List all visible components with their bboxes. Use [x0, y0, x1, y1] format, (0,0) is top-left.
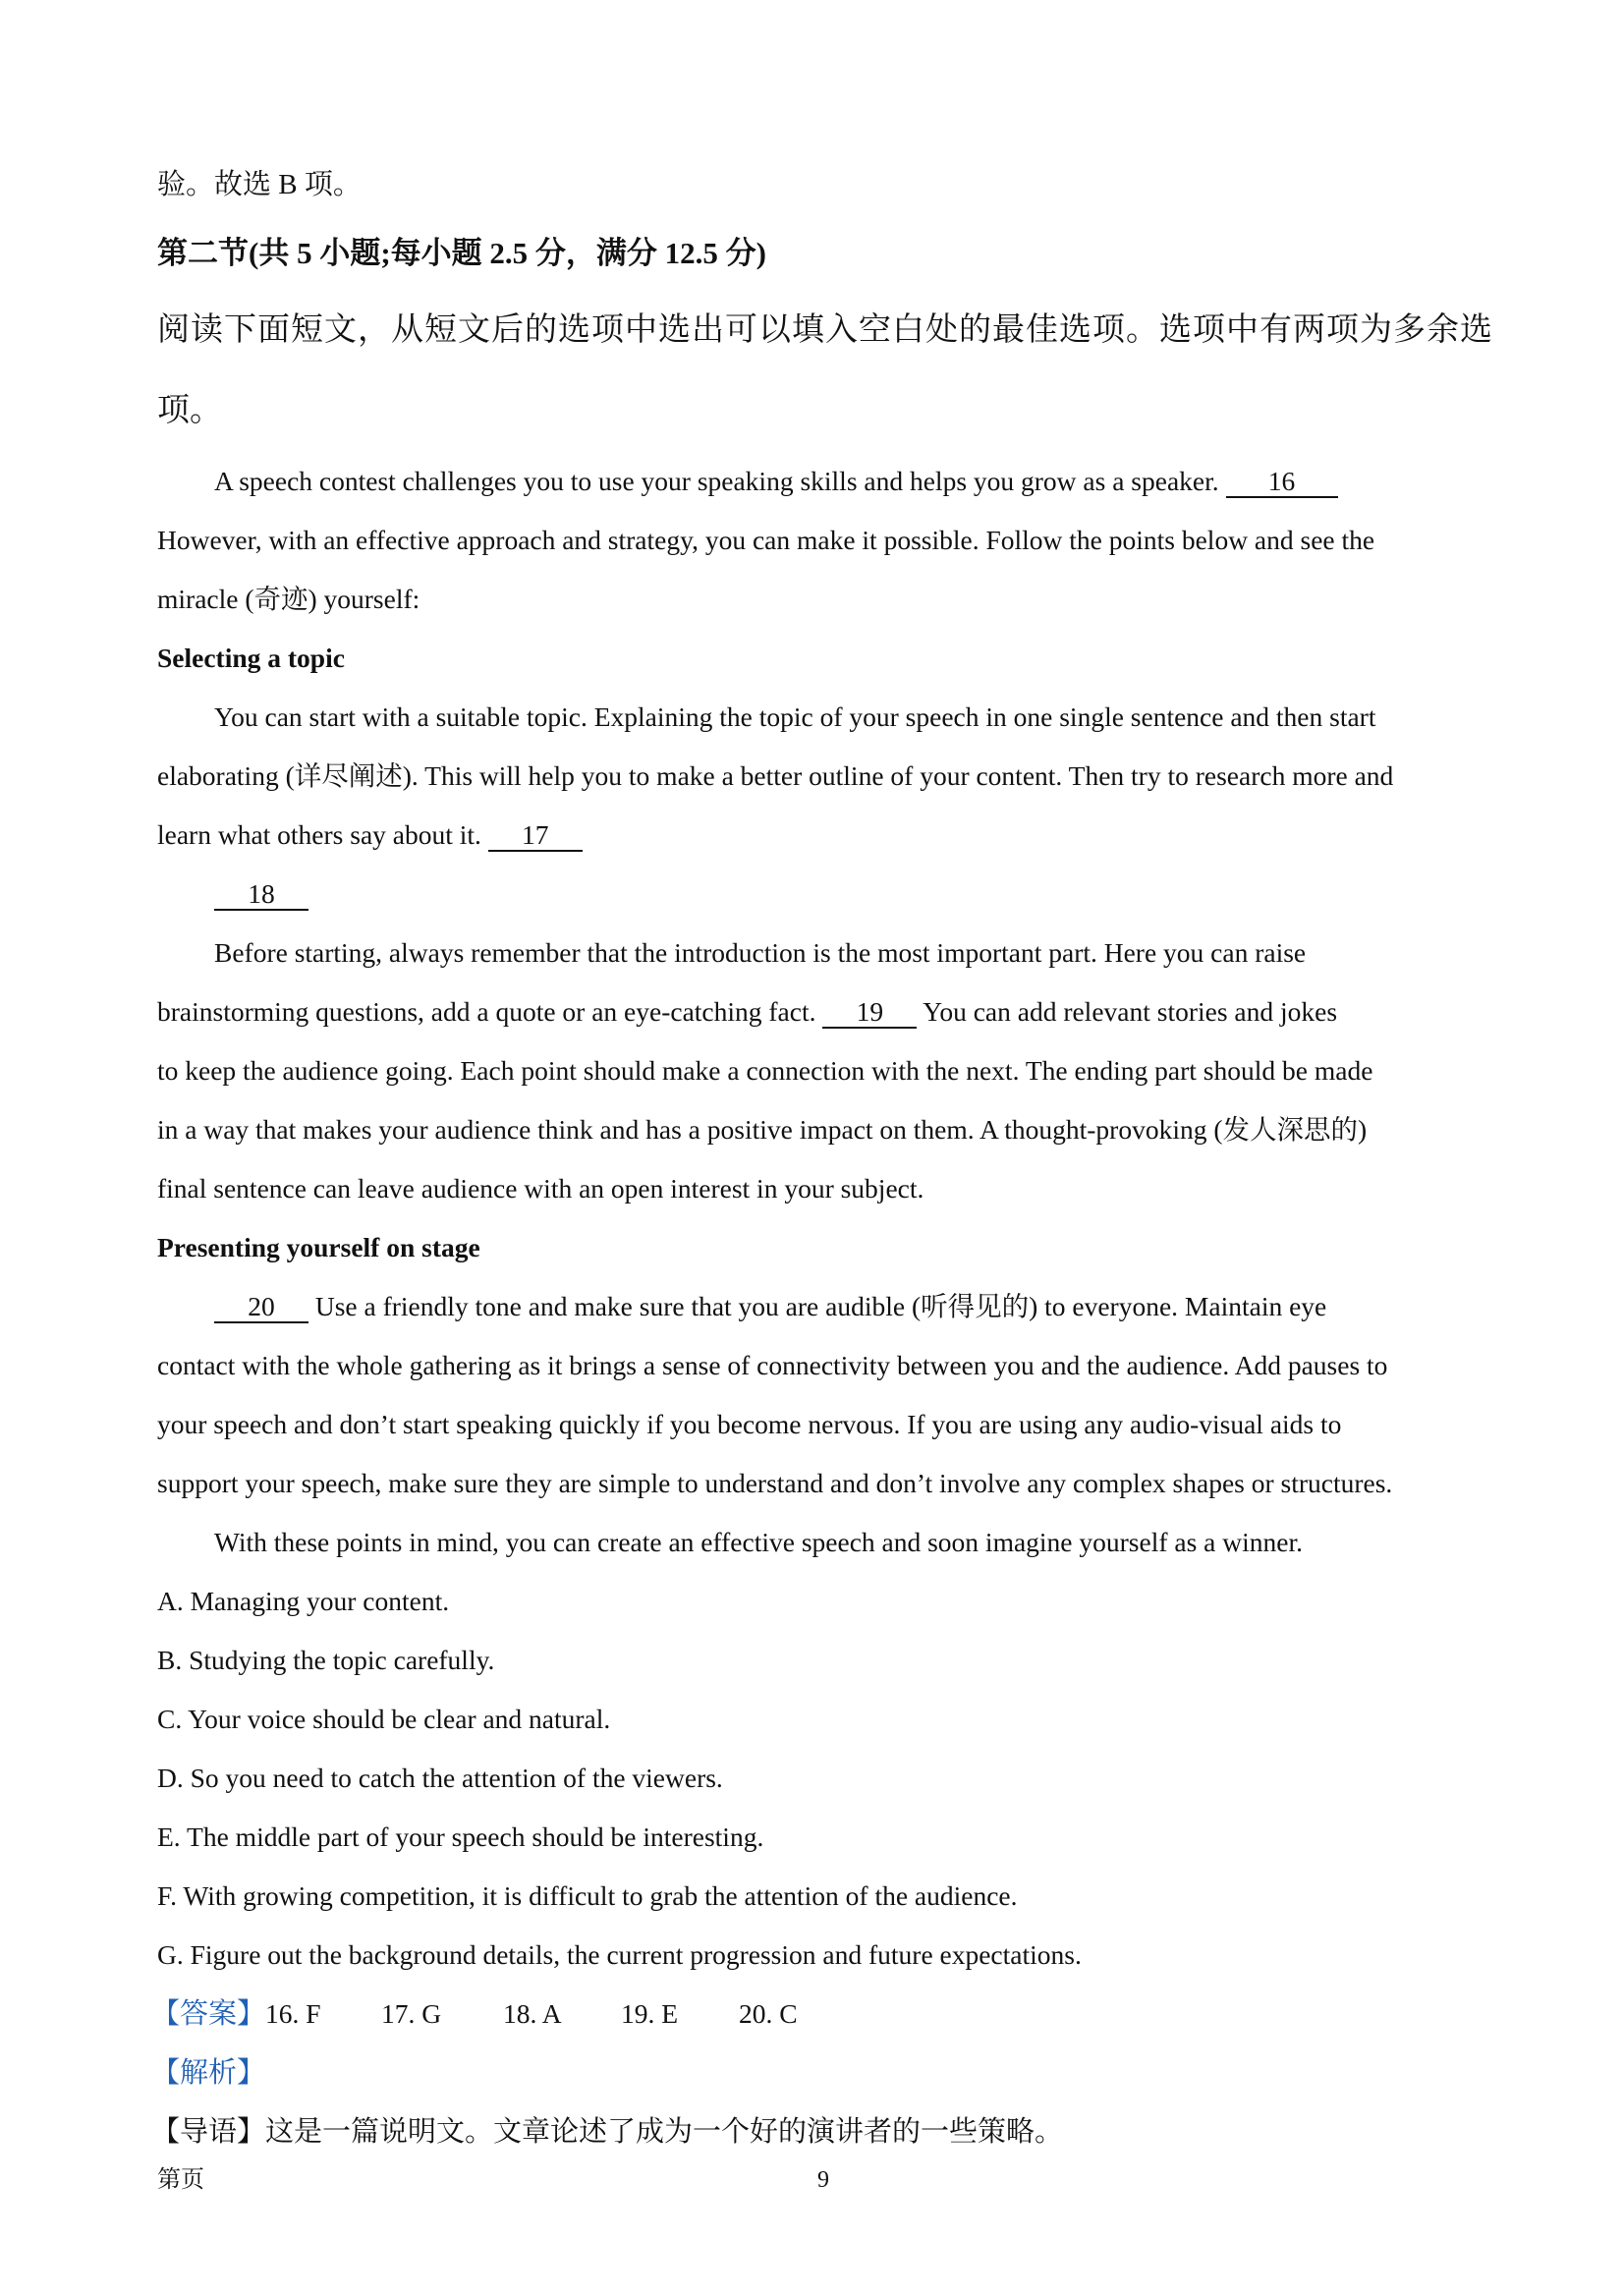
- option-d: D. So you need to catch the attention of the viewers.: [157, 1763, 723, 1793]
- paragraph-1-line-3: miracle (奇迹) yourself:: [157, 584, 420, 614]
- paragraph-4-line-1: [214, 1287, 1491, 1326]
- paragraph-4-line-4: support your speech, make sure they are simple to understand and don’t involve any complex shapes or structures.: [157, 1468, 1393, 1498]
- option-e: E. The middle part of your speech should be interesting.: [157, 1821, 764, 1852]
- answer-20: 20. C: [739, 1998, 798, 2029]
- section-header: 第二节(共 5 小题;每小题 2.5 分，满分 12.5 分): [157, 236, 766, 270]
- answer-18: 18. A: [503, 1998, 562, 2029]
- heading-blank-line: [214, 874, 1491, 914]
- blank-20[interactable]: 20: [214, 1292, 308, 1323]
- paragraph-2-line-1: You can start with a suitable topic. Explaining the topic of your speech in one single sentence and then start: [214, 701, 1376, 732]
- answer-19: 19. E: [621, 1998, 679, 2029]
- answer-17: 17. G: [381, 1998, 442, 2029]
- paragraph-2-line-2: elaborating (详尽阐述). This will help you to make a better outline of your content. Then try to research more and: [157, 760, 1394, 791]
- paragraph-1-line-2: However, with an effective approach and strategy, you can make it possible. Follow the points below and see the: [157, 525, 1375, 555]
- blank-18[interactable]: 18: [214, 879, 308, 911]
- blank-16[interactable]: 16: [1226, 467, 1338, 498]
- paragraph-3-line-4: in a way that makes your audience think and has a positive impact on them. A thought-provoking (发人深思的): [157, 1114, 1368, 1145]
- option-f: F. With growing competition, it is difficult to grab the attention of the audience.: [157, 1880, 1018, 1911]
- paragraph-text: brainstorming questions, add a quote or an eye-catching fact.: [157, 996, 816, 1027]
- paragraph-4-line-3: your speech and don’t start speaking quickly if you become nervous. If you are using any audio-visual aids to: [157, 1409, 1342, 1439]
- paragraph-4-line-2: contact with the whole gathering as it brings a sense of connectivity between you and the audience. Add pauses to: [157, 1350, 1388, 1380]
- analysis-label: 【解析】: [151, 2057, 266, 2089]
- paragraph-3-line-2: [157, 992, 1493, 1032]
- option-a: A. Managing your content.: [157, 1586, 450, 1616]
- blank-19[interactable]: 19: [822, 997, 917, 1029]
- paragraph-2-line-3: [157, 815, 1493, 855]
- directions-line-2: 项。: [157, 393, 222, 428]
- paragraph-3-line-5: final sentence can leave audience with an open interest in your subject.: [157, 1173, 924, 1204]
- answer-line: [151, 1994, 1493, 2034]
- paragraph-3-line-3: to keep the audience going. Each point should make a connection with the next. The ending part should be made: [157, 1055, 1373, 1086]
- paragraph-1-line-1: [214, 462, 1491, 501]
- directions-line-1: 阅读下面短文，从短文后的选项中选出可以填入空白处的最佳选项。选项中有两项为多余选: [157, 312, 1493, 348]
- answer-16: 16. F: [265, 1998, 321, 2029]
- paragraph-3-line-1: Before starting, always remember that the introduction is the most important part. Here you can raise: [214, 937, 1307, 968]
- blank-17[interactable]: 17: [488, 820, 583, 852]
- option-g: G. Figure out the background details, the current progression and future expectations.: [157, 1939, 1082, 1970]
- page-number: 9: [817, 2167, 829, 2193]
- heading-presenting-yourself: Presenting yourself on stage: [157, 1232, 480, 1262]
- option-b: B. Studying the topic carefully.: [157, 1645, 495, 1675]
- paragraph-text: Use a friendly tone and make sure that you are audible (听得见的) to everyone. Maintain eye: [314, 1291, 1327, 1321]
- answer-label: 【答案】: [151, 1998, 266, 2030]
- paragraph-text: learn what others say about it.: [157, 819, 481, 850]
- option-c: C. Your voice should be clear and natural.: [157, 1704, 611, 1734]
- heading-selecting-a-topic: Selecting a topic: [157, 643, 345, 673]
- previous-answer-ending: 验。故选 B 项。: [157, 169, 362, 200]
- paragraph-text: A speech contest challenges you to use your speaking skills and helps you grow as a speaker.: [214, 466, 1219, 496]
- intro-line: 【导语】这是一篇说明文。文章论述了成为一个好的演讲者的一些策略。: [151, 2116, 1064, 2148]
- paragraph-5: With these points in mind, you can create an effective speech and soon imagine yourself as a winner.: [214, 1527, 1303, 1557]
- footer-page-label: 第页: [157, 2167, 204, 2193]
- paragraph-text: You can add relevant stories and jokes: [923, 996, 1338, 1027]
